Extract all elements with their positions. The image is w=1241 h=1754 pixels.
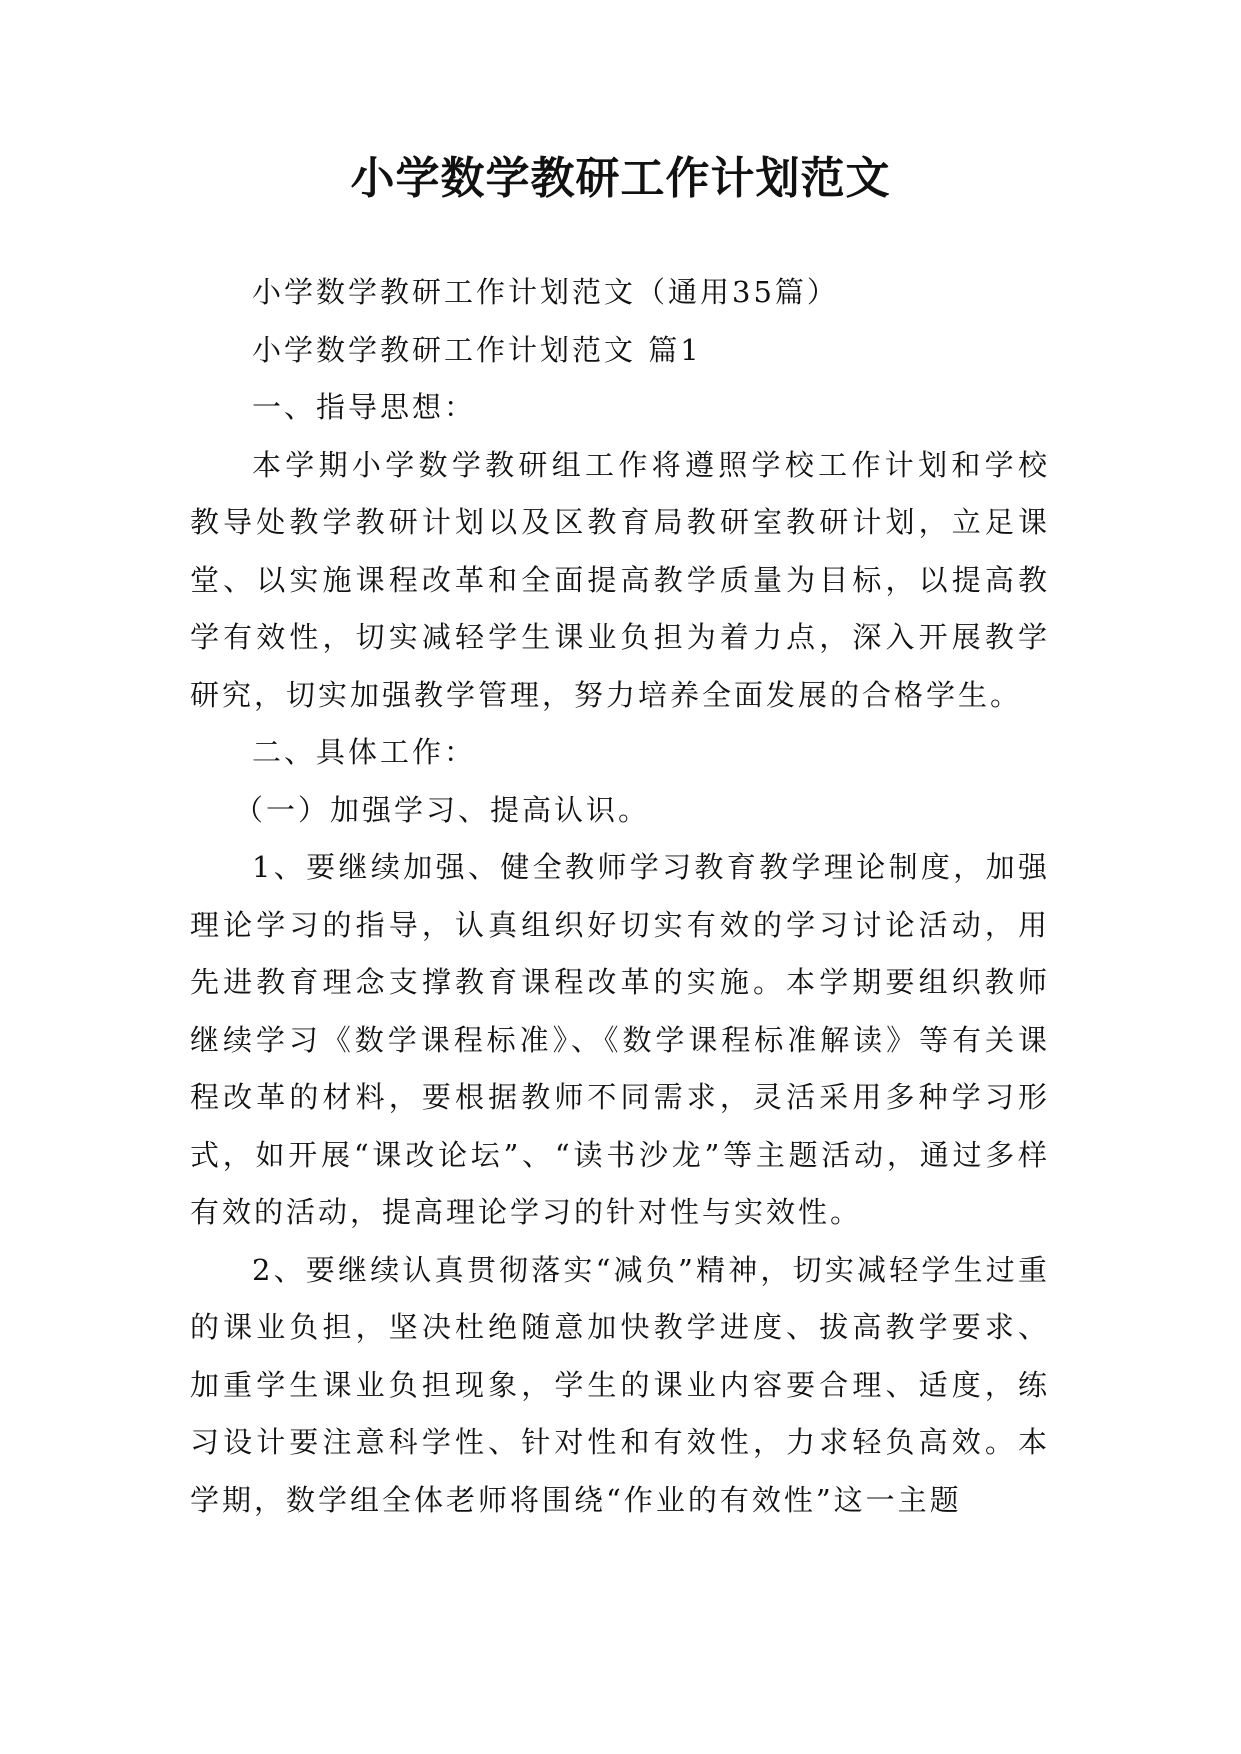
subheading-strengthen-learning: （一）加强学习、提高认识。: [234, 792, 651, 827]
document-title: 小学数学教研工作计划范文: [350, 153, 891, 204]
section-heading-article-1: 小学数学教研工作计划范文 篇1: [252, 332, 702, 367]
paragraph-item-2: 2、要继续认真贯彻落实“减负”精神，切实减轻学生过重的课业负担，坚决杜绝随意加快教学进度、拔高教学要求、加重学生课业负担现象，学生的课业内容要合理、适度，练习设计要注意科学性、针对性和有效性，力求轻负高效。本学期，数学组全体老师将围绕“作业的有效性”这一主题: [190, 1252, 1050, 1517]
paragraph-item-1: 1、要继续加强、健全教师学习教育教学理论制度，加强理论学习的指导，认真组织好切实有效的学习讨论活动，用先进教育理念支撑教育课程改革的实施。本学期要组织教师继续学习《数学课程标准》、《数学课程标准解读》等有关课程改革的材料，要根据教师不同需求，灵活采用多种学习形式，如开展“课改论坛”、“读书沙龙”等主题活动，通过多样有效的活动，提高理论学习的针对性与实效性。: [190, 850, 1050, 1229]
paragraph-guiding-ideology: 本学期小学数学教研组工作将遵照学校工作计划和学校教导处教学教研计划以及区教育局教研室教研计划，立足课堂、以实施课程改革和全面提高教学质量为目标，以提高教学有效性，切实减轻学生课业负担为着力点，深入开展教学研究，切实加强教学管理，努力培养全面发展的合格学生。: [190, 447, 1050, 712]
subtitle-paragraph: 小学数学教研工作计划范文（通用35篇）: [252, 275, 839, 309]
heading-specific-work: 二、具体工作：: [252, 735, 477, 769]
heading-guiding-ideology: 一、指导思想：: [252, 390, 477, 424]
document-body: [190, 264, 1050, 1529]
